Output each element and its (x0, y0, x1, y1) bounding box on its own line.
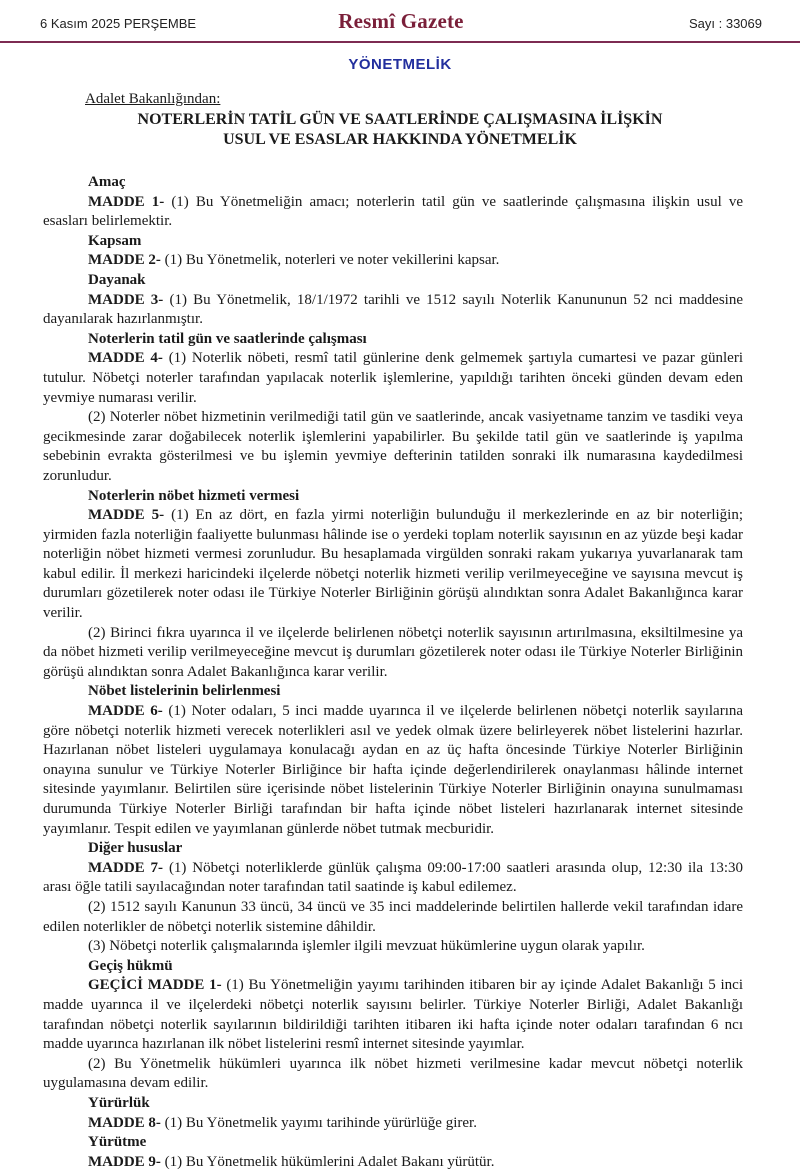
article-text: (1) Noterlik nöbeti, resmî tatil günlerine denk gelmemek şartıyla cumartesi ve pazar günleri tutulur. Nöbetçi noterler tarafından yapılacak noterlik işlemlerine, yapıldığı tarihten önceki günden devam eden yevmiye numarası verilir. (43, 350, 744, 406)
section-heading: Yürürlük (88, 1094, 150, 1111)
section-heading: Noterlerin tatil gün ve saatlerinde çalışması (88, 330, 367, 347)
issuing-authority: Adalet Bakanlığından: (85, 91, 221, 107)
article-number-lead: MADDE 1- (88, 193, 165, 210)
section-heading: Dayanak (88, 271, 146, 288)
regulation-title-line2: USUL VE ESASLAR HAKKINDA YÖNETMELİK (223, 131, 577, 148)
article-paragraph (43, 859, 743, 898)
gazette-title: Resmî Gazete (338, 9, 464, 33)
article-paragraph (43, 349, 743, 408)
article-text: (2) Bu Yönetmelik hükümleri uyarınca ilk nöbet hizmeti verilmesine kadar mevcut nöbetçi noterlik uygulamasına devam edilir. (43, 1055, 743, 1092)
article-number-lead: MADDE 3- (88, 291, 164, 308)
article-paragraph (43, 976, 743, 1054)
article-paragraph (43, 1153, 743, 1172)
issue-date: 6 Kasım 2025 PERŞEMBE (40, 16, 197, 31)
section-heading: Diğer hususlar (88, 840, 183, 857)
article-text: (1) Bu Yönetmelik hükümlerini Adalet Bakanı yürütür. (164, 1153, 495, 1170)
article-number-lead: GEÇİCİ MADDE 1- (88, 977, 222, 994)
article-text: (1) Bu Yönetmelik, noterleri ve noter vekillerini kapsar. (164, 252, 500, 269)
article-paragraph (43, 937, 743, 957)
article-paragraph (43, 193, 743, 232)
article-text: (1) En az dört, en fazla yirmi noterliğin bulunduğu il merkezlerinde en az bir noterliğin; yirmiden fazla noterliğin faaliyette bulunması hâlinde ise o yerdeki toplam noterlik sayısının en az yüzde beşi kadar noterliğin nöbet hizmeti vermesi zorunludur. Bu hesaplamada virgülden sonraki rakam yukarıya yuvarlanarak tam kabul edilir. İl merkezi haricindeki ilçelerde nöbetçi noterlik hizmeti verilip verilmeyeceğine ve sayısına mevcut iş durumları gözetilerek noter odası ile Türkiye Noterler Birliğinin görüşü alındıktan sonra Adalet Bakanlığınca karar verilir. (43, 507, 744, 622)
article-number-lead: MADDE 2- (88, 252, 161, 269)
article-text: (3) Nöbetçi noterlik çalışmalarında işlemler ilgili mevzuat hükümlerine uygun olarak yapılır. (88, 938, 645, 955)
section-heading: Nöbet listelerinin belirlenmesi (88, 683, 281, 700)
article-paragraph (43, 506, 743, 624)
article-text: (1) Bu Yönetmeliğin yayımı tarihinden itibaren bir ay içinde Adalet Bakanlığı 5 inci madde uyarınca il ve ilçelerdeki nöbetçi noterlik sayısını belirler. Türkiye Noterler Birliği, Adalet Bakanlığı tarafından nöbetçi noterlik sayılarının bildirildiği tarihten itibaren iki hafta içinde noter odaları tarafından 6 ncı madde uyarınca hazırlanan ilk nöbet listelerini resmî internet sitesinde yayımlar. (43, 977, 744, 1053)
document-body (43, 173, 743, 1172)
article-paragraph (43, 291, 743, 330)
article-text: (2) Birinci fıkra uyarınca il ve ilçelerde belirlenen nöbetçi noterlik sayısının artırılmasına, eksiltilmesine ya da nöbet hizmeti verilip verilmeyeceğine mevcut iş durumları gözetilerek noter odası ile Türkiye Noterler Birliğinin görüşü alındıktan sonra Adalet Bakanlığınca karar verilir. (43, 624, 743, 680)
article-number-lead: MADDE 4- (88, 350, 163, 367)
article-text: (1) Noter odaları, 5 inci madde uyarınca il ve ilçelerde belirlenen nöbetçi noterlik sayılarına göre nöbetçi noterlik hizmeti verecek noterlikleri asıl ve yedek olmak üzere belirleyerek nöbet listelerini hazırlar. Hazırlanan nöbet listeleri uygulamaya konulacağı aydan en az üç hafta öncesinde Türkiye Noterler Birliğinin onayına sunulur ve Türkiye Noterler Birliğince bir hafta içinde değerlendirilerek onaylanması hâlinde internet sitesinde yayımlanır. Belirtilen süre içerisinde nöbet listelerinin Türkiye Noterler Birliğinin onayına sunulmaması durumunda Türkiye Noterler Birliği tarafından bir hafta içinde nöbet listeleri hazırlanarak internet sitesinde yayımlanır. Tespit edilen ve yayımlanan günlerde nöbet tutmak mecburidir. (43, 703, 744, 837)
article-text: (2) 1512 sayılı Kanunun 33 üncü, 34 üncü ve 35 inci maddelerinde belirtilen hallerde vekil tarafından idare edilen noterlikler de nöbetçi noterlik sistemine dâhildir. (43, 898, 743, 935)
article-text: (1) Bu Yönetmelik, 18/1/1972 tarihli ve 1512 sayılı Noterlik Kanununun 52 nci maddesine dayanılarak hazırlanmıştır. (43, 291, 744, 328)
article-number-lead: MADDE 8- (88, 1114, 161, 1131)
section-heading: Geçiş hükmü (88, 957, 173, 974)
article-number-lead: MADDE 6- (88, 703, 163, 720)
section-heading: Kapsam (88, 232, 142, 249)
regulation-title (0, 110, 800, 150)
article-text: (1) Nöbetçi noterliklerde günlük çalışma 09:00-17:00 saatleri arasında olup, 12:30 ila 13:30 arası öğle tatili sayılacağından noter tarafından tatil saatinde iş kabul edilemez. (43, 859, 744, 896)
regulation-title-line1: NOTERLERİN TATİL GÜN VE SAATLERİNDE ÇALIŞMASINA İLİŞKİN (137, 111, 663, 128)
article-paragraph (43, 624, 743, 683)
article-paragraph (43, 1055, 743, 1094)
article-paragraph (43, 702, 743, 839)
article-text: (1) Bu Yönetmelik yayımı tarihinde yürürlüğe girer. (164, 1114, 477, 1131)
masthead (0, 0, 800, 43)
article-paragraph (43, 1114, 743, 1134)
section-heading: Amaç (88, 174, 126, 190)
article-text: (2) Noterler nöbet hizmetinin verilmediği tatil gün ve saatlerinde, ancak vasiyetname tanzim ve tasdiki veya gecikmesinde zarar doğabilecek noterlik işlemlerini yapabilirler. Bu şekilde tatil gün ve saatlerinde iş yapılma sebebinin evrakta gösterilmesi ve bu işlemin yevmiye defterinin tatilden sonraki ilk numarasına kaydedilmesi zorunludur. (43, 409, 743, 484)
article-paragraph (43, 408, 743, 486)
article-number-lead: MADDE 9- (88, 1153, 161, 1170)
article-paragraph (43, 898, 743, 937)
section-heading: Yürütme (88, 1134, 147, 1151)
article-number-lead: MADDE 5- (88, 507, 165, 524)
section-heading: Noterlerin nöbet hizmeti vermesi (88, 487, 300, 504)
issue-number: Sayı : 33069 (689, 16, 762, 31)
section-label: YÖNETMELİK (348, 56, 452, 73)
article-number-lead: MADDE 7- (88, 859, 164, 876)
article-text: (1) Bu Yönetmeliğin amacı; noterlerin tatil gün ve saatlerinde çalışmasına ilişkin usul ve esasları belirlemektir. (43, 193, 744, 230)
article-paragraph (43, 251, 743, 271)
